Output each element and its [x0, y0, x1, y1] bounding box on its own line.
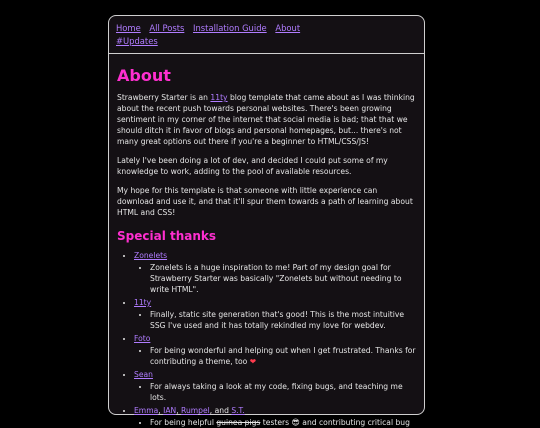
main-content: [109, 54, 424, 428]
thanks-description: • For always taking a look at my code, fixing bugs, and teaching me lots.: [150, 381, 416, 403]
thanks-description: • Finally, static site generation that's good! This is the most intuitive SSG I've used and it has totally rekindled my love for webdev.: [150, 309, 416, 331]
nav-link-about[interactable]: About: [275, 23, 301, 33]
thanks-link-zonelets[interactable]: Zonelets: [134, 251, 168, 260]
list-item: [134, 333, 416, 367]
nav-link-installation-guide[interactable]: Installation Guide: [193, 23, 267, 33]
thanks-link-sean[interactable]: Sean: [134, 370, 153, 379]
sunglasses-icon: 😎: [291, 418, 300, 427]
list-item: [134, 297, 416, 331]
separator: ,: [176, 406, 182, 415]
thanks-link-st[interactable]: S.T.: [231, 406, 245, 415]
thanks-sublist: [134, 309, 416, 331]
about-p1-before: Strawberry Starter is an: [117, 93, 211, 102]
eleventy-link[interactable]: 11ty: [210, 93, 228, 102]
nav-link-updates[interactable]: #Updates: [116, 36, 158, 46]
about-paragraph-2: Lately I've been doing a lot of dev, and decided I could put some of my knowledge to work, adding to the pool of available resources.: [117, 156, 388, 176]
nav-link-home[interactable]: Home: [116, 23, 141, 33]
thanks-description: [150, 417, 416, 428]
about-p1-after: blog template that came about as I was thinking about the recent push towards personal websites. There's been growing sentiment in my corner of the internet that social media is bad; that that we should ditch it in favor of blogs and personal homepages, but... there's not many great options out there if you're a beginner to HTML/CSS/JS!: [117, 93, 415, 146]
thanks-link-11ty[interactable]: 11ty: [134, 298, 152, 307]
thanks-description: [150, 345, 416, 367]
page-container: [108, 15, 425, 427]
list-item: [134, 369, 416, 403]
thanks-list: [117, 250, 416, 428]
thanks-desc-after: and contributing critical bug: [299, 418, 410, 427]
thanks-description-text: For being wonderful and helping out when I get frustrated. Thanks for contributing a theme, too: [150, 346, 416, 366]
thanks-sublist: [134, 345, 416, 367]
thanks-link-ian[interactable]: IAN: [163, 406, 177, 415]
thanks-sublist: [134, 381, 416, 403]
thanks-desc-before: For being helpful: [150, 418, 217, 427]
thanks-desc-mid: testers: [260, 418, 292, 427]
page-title: About: [117, 66, 171, 85]
nav-link-all-posts[interactable]: All Posts: [149, 23, 185, 33]
special-thanks-heading: Special thanks: [117, 229, 217, 243]
separator: ,: [158, 406, 164, 415]
about-paragraph-1: [117, 92, 416, 147]
heart-icon: ❤: [249, 357, 257, 366]
thanks-link-rumpel[interactable]: Rumpel: [181, 406, 210, 415]
about-paragraph-3: My hope for this template is that someone with little experience can download and use it, and that it'll spur them towards a path of learning about HTML and CSS!: [117, 186, 413, 217]
strikethrough-text: guinea pigs: [216, 418, 261, 427]
top-nav: [109, 16, 424, 54]
thanks-sublist: [134, 417, 416, 428]
thanks-link-foto[interactable]: Foto: [134, 334, 151, 343]
separator: , and: [209, 406, 232, 415]
thanks-link-emma[interactable]: Emma: [134, 406, 159, 415]
list-item: [134, 405, 416, 428]
list-item: [134, 250, 416, 295]
thanks-description: • Zonelets is a huge inspiration to me! Part of my design goal for Strawberry Starter was basically "Zonelets but without needing to write HTML".: [150, 262, 416, 295]
thanks-sublist: [134, 262, 416, 295]
